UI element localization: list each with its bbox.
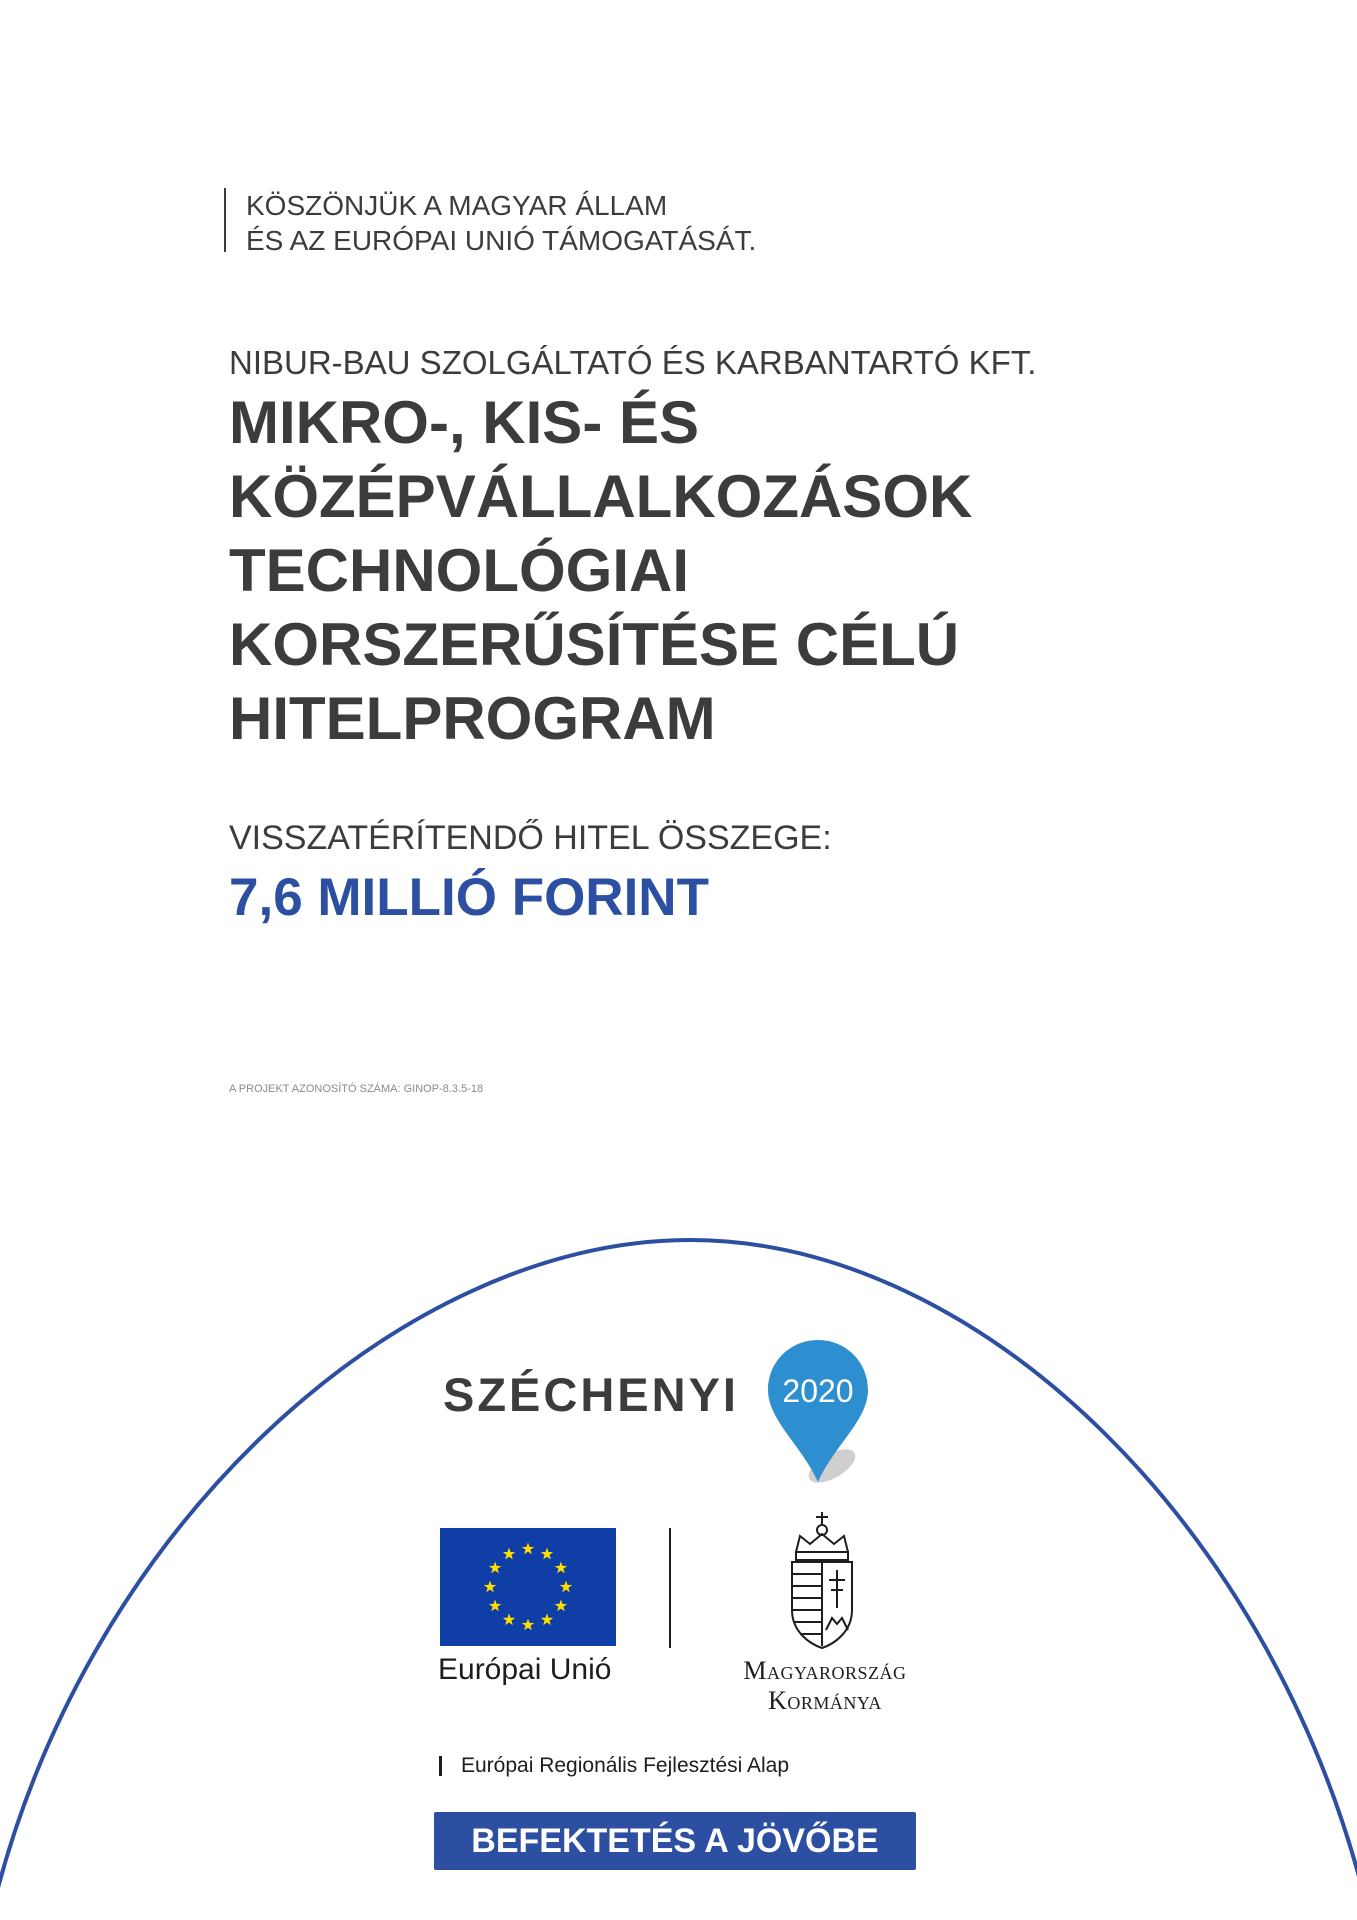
project-title	[229, 386, 1279, 756]
title-line-3: TECHNOLÓGIAI	[229, 537, 689, 604]
logo-divider	[669, 1528, 671, 1648]
title-line-2: KÖZÉPVÁLLALKOZÁSOK	[229, 463, 973, 530]
thanks-divider	[224, 188, 226, 252]
thanks-message	[246, 188, 756, 258]
beneficiary-name: NIBUR-BAU SZOLGÁLTATÓ ÉS KARBANTARTÓ KFT.	[229, 344, 1037, 381]
gov-line-2: Kormánya	[768, 1686, 882, 1715]
thanks-line-2: ÉS AZ EURÓPAI UNIÓ TÁMOGATÁSÁT.	[246, 225, 757, 256]
eu-flag-icon	[440, 1528, 616, 1646]
gov-line-1: Magyarország	[743, 1656, 907, 1685]
title-line-4: KORSZERŰSÍTÉSE CÉLÚ	[229, 611, 960, 678]
slogan-banner: BEFEKTETÉS A JÖVŐBE	[434, 1812, 916, 1870]
szechenyi-pin-icon	[762, 1336, 874, 1486]
amount-value: 7,6 MILLIÓ FORINT	[229, 868, 709, 927]
coat-of-arms-icon	[782, 1510, 862, 1650]
fund-name: Európai Regionális Fejlesztési Alap	[461, 1754, 790, 1777]
thanks-line-1: KÖSZÖNJÜK A MAGYAR ÁLLAM	[246, 190, 668, 221]
fund-divider	[439, 1756, 442, 1776]
title-line-1: MIKRO-, KIS- ÉS	[229, 389, 700, 456]
amount-label: VISSZATÉRÍTENDŐ HITEL ÖSSZEGE:	[229, 819, 832, 857]
eu-label: Európai Unió	[438, 1653, 612, 1686]
szechenyi-year: 2020	[782, 1373, 854, 1409]
title-line-5: HITELPROGRAM	[229, 685, 716, 752]
szechenyi-logo-text: SZÉCHENYI	[443, 1368, 739, 1421]
hungarian-government-label	[700, 1656, 950, 1716]
project-id: A PROJEKT AZONOSÍTÓ SZÁMA: GINOP-8.3.5-18	[229, 1083, 484, 1095]
